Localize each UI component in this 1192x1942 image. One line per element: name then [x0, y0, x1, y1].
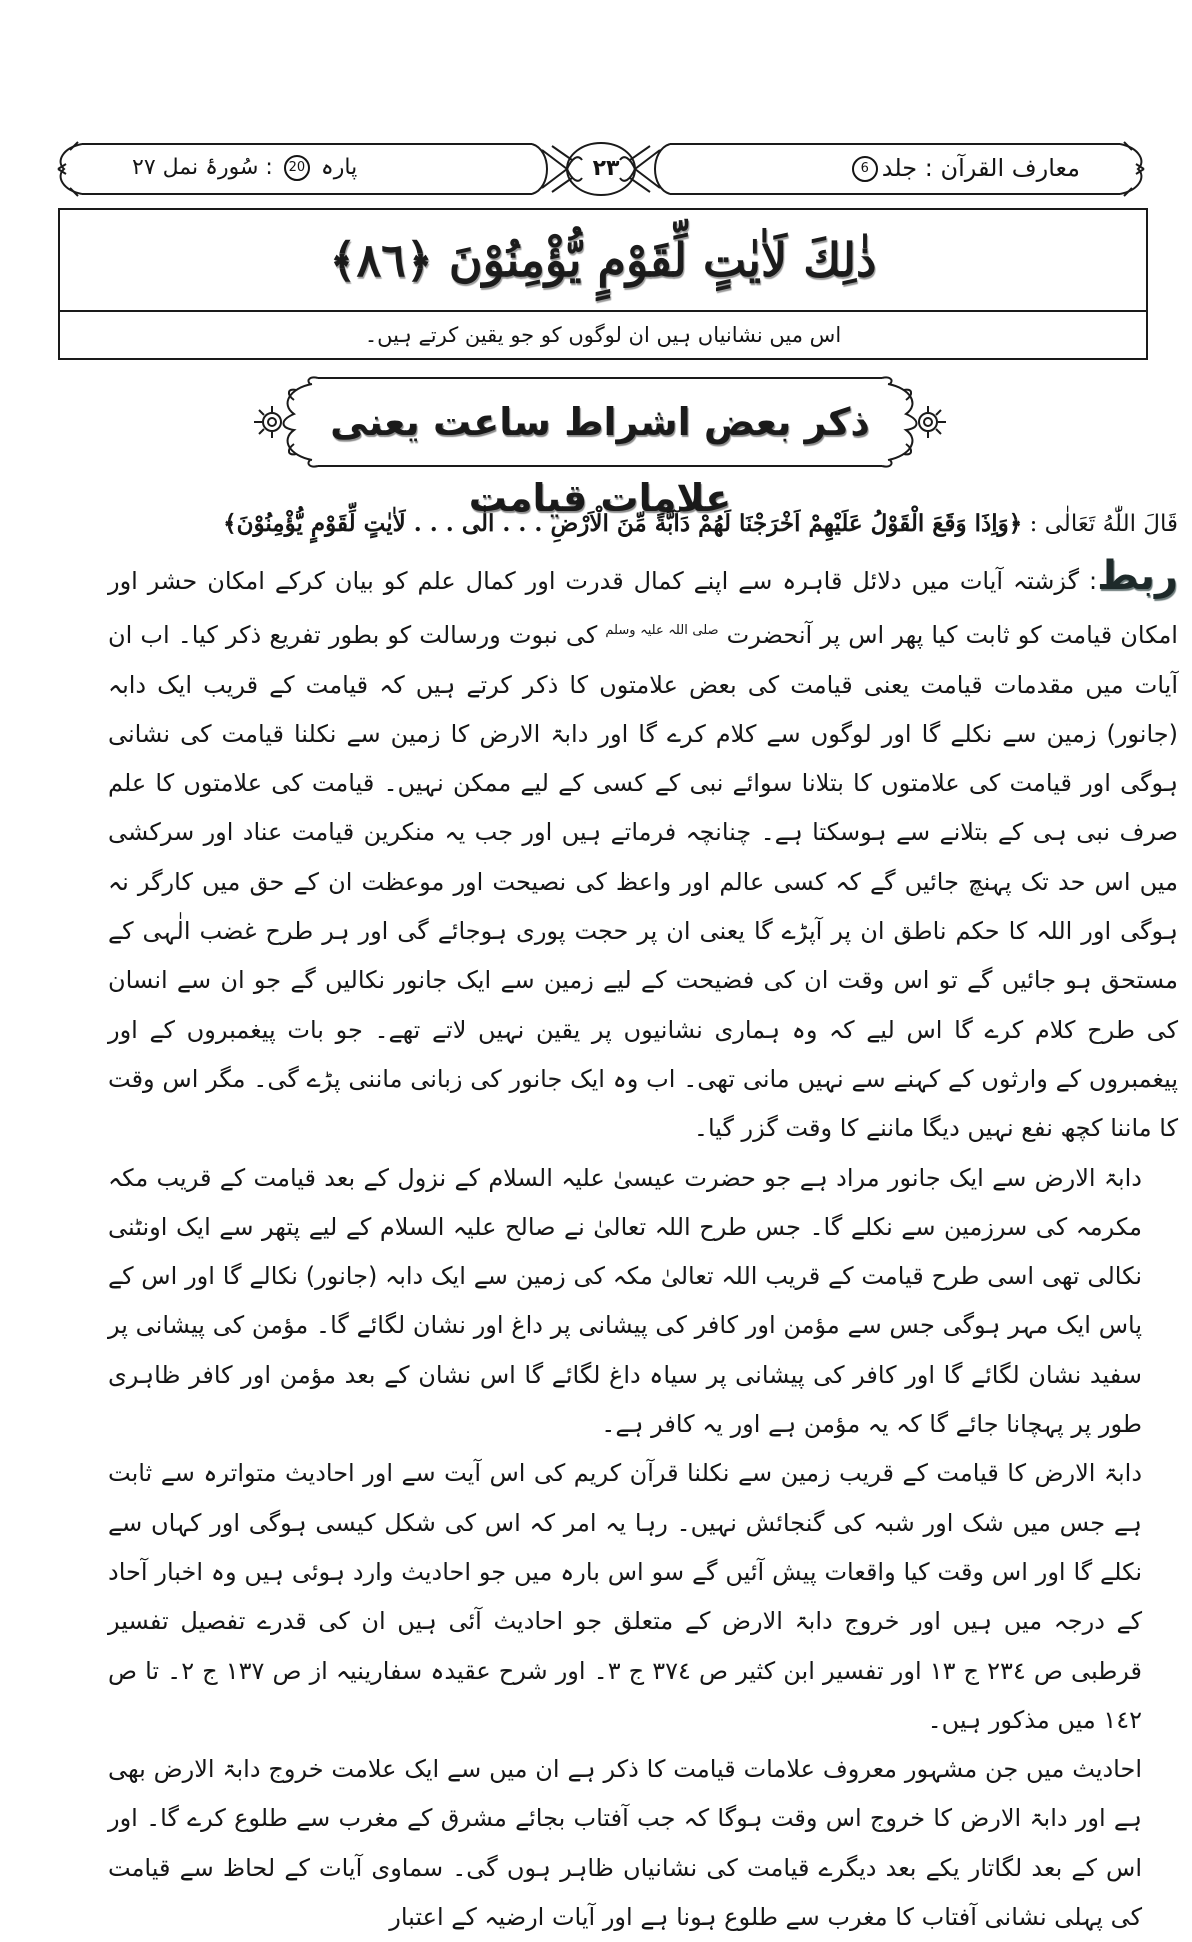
section-heading	[250, 370, 950, 520]
paragraph-signs: احادیث میں جن مشہور معروف علامات قیامت کا ذکر ہے ان میں سے ایک علامت خروج دابۃ الارض بھی ہے اور دابۃ الارض کا خروج اس وقت ہوگا کہ جب آفتاب بجائے مشرق کے مغرب سے طلوع کرے گا۔ اور اس کے بعد لگاتار یکے بعد دیگرے قیامت کی نشانیاں ظاہر ہوں گی۔ سماوی آیات کے لحاظ سے قیامت کی پہلی نشانی آفتاب کا مغرب سے طلوع ہونا ہے اور آیات ارضیہ کے اعتبار	[108, 1755, 1142, 1932]
page-number: ٢٣	[592, 156, 620, 181]
rabt-label: ربط	[1097, 553, 1178, 599]
paragraph-proof: دابۃ الارض کا قیامت کے قریب زمین سے نکلنا قرآن کریم کی اس آیت سے اور احادیث متواترہ سے ثابت ہے جس میں شک اور شبہ کی گنجائش نہیں۔ رہا یہ امر کہ اس کی شکل کیسی ہوگی اور کہاں سے نکلے گا اور اس وقت کیا واقعات پیش آئیں گے سو اس بارہ میں جو احادیث وارد ہوئی ہیں وہ اخبار آحاد کے درجہ میں ہیں اور خروج دابۃ الارض کے متعلق جو احادیث آئی ہیں ان کی قدرے تفصیل تفسیر قرطبی ص ٢٣٤ ج ١٣ اور تفسیر ابن کثیر ص ٣٧٤ ج ٣۔ اور شرح عقیدہ سفارینیہ از ص ١٣٧ ج ٢۔ تا ص ١٤٢ میں مذکور ہیں۔	[108, 1459, 1143, 1734]
quoted-ayah-line	[108, 496, 1178, 552]
book-title: معارف القرآن : جلد	[881, 154, 1080, 182]
salutation-glyph: صلی اللہ علیہ وسلم	[605, 623, 719, 639]
para-number-badge: 20	[284, 155, 310, 181]
paragraph-text: کی نبوت ورسالت کو بطور تفریع ذکر کیا۔ اب ان آیات میں مقدمات قیامت یعنی قیامت کی بعض علامتوں کا ذکر کرتے ہیں کہ قیامت کے قریب ایک دابہ (جانور) زمین سے نکلے گا اور لوگوں سے کلام کرے گا اور دابۃ الارض کا زمین سے نکلنا قیامت کی نشانی ہوگی اور قیامت کی علامتوں کا بتلانا سوائے نبی کے کسی کے لیے ممکن نہیں۔ قیامت کی علامتوں کا علم صرف نبی ہی کے بتلانے سے ہوسکتا ہے۔ چنانچہ فرماتے ہیں اور جب یہ منکرین قیامت عناد اور سرکشی میں اس حد تک پہنچ جائیں گے کہ کسی عالم اور واعظ کی نصیحت اور موعظت ان کے حق میں کارگر نہ ہوگی اور اللہ کا حکم ناطق ان پر آپڑے گا یعنی ان پر حجت پوری ہوجائے گی اور ہر طرح غضب الٰہی کے مستحق ہو جائیں گے تو اس وقت ان کی فضیحت کے لیے زمین سے ایک جانور نکالیں گے جو ان سے انسان کی طرح کلام کرے گا اس لیے کہ وہ ہماری نشانیوں پر یقین نہیں لاتے تھے۔ جو بات پیغمبروں کے اور پیغمبروں کے وارثوں کے کہنے سے نہیں مانی تھی۔ اب وہ ایک جانور کی زبانی ماننی پڑے گی۔ مگر اس وقت کا ماننا کچھ نفع نہیں دیگا ماننے کا وقت گزر گیا۔	[108, 621, 1178, 1143]
section-title: ذکر بعض اشراط ساعت یعنی علامات قیامت	[330, 400, 870, 520]
verse-box	[58, 208, 1148, 360]
commentary-body	[108, 496, 1178, 1942]
para-label: پارہ	[320, 155, 358, 180]
qaul-prefix: قَالَ اللّٰهُ تَعَالٰی :	[1029, 511, 1178, 537]
volume-number-badge: 6	[852, 156, 878, 182]
paragraph-rabt	[108, 552, 1178, 1154]
verse-translation: اس میں نشانیاں ہیں ان لوگوں کو جو یقین کرتے ہیں۔	[364, 323, 842, 347]
surah-info: : سُورۂ نمل ٢٧	[132, 155, 273, 180]
verse-arabic-text: ذٰلِكَ لَاٰيٰتٍ لِّقَوْمٍ يُّؤْمِنُوْنَ ﴿٨٦﴾	[60, 210, 1146, 312]
paragraph-text: : گزشتہ آیات میں دلائل قاہرہ سے اپنے کمال قدرت اور کمال علم کو بیان کرکے امکان حشر اور امکان قیامت کو ثابت کیا پھر اس پر آنحضرت	[108, 567, 1178, 650]
quoted-ayah: ﴿وَاِذَا وَقَعَ الْقَوْلُ عَلَيْهِمْ اَخْرَجْنَا لَهُمْ دَآبَّةً مِّنَ الْاَرْضِ . . . الٰی . . . لَاٰيٰتٍ لِّقَوْمٍ يُّؤْمِنُوْنَ﴾	[223, 510, 1023, 537]
running-header	[52, 140, 1150, 198]
para-surah-info	[132, 150, 357, 186]
paragraph-dabbat: دابۃ الارض سے ایک جانور مراد ہے جو حضرت عیسیٰ علیہ السلام کے نزول کے بعد قیامت کے قریب مکہ مکرمہ کی سرزمین سے نکلے گا۔ جس طرح اللہ تعالیٰ نے صالح علیہ السلام کے لیے پتھر سے ایک اونٹنی نکالی تھی اسی طرح قیامت کے قریب اللہ تعالیٰ مکہ کی زمین سے ایک دابہ (جانور) نکالے گا اور اس کے پاس ایک مہر ہوگی جس سے مؤمن اور کافر کی پیشانی پر داغ اور نشان لگائے گا۔ مؤمن کی پیشانی پر سفید نشان لگائے گا اور کافر کی پیشانی پر سیاہ داغ لگائے گا اس نشان کے بعد مؤمن اور کافر ظاہری طور پر پہچانا جائے گا کہ یہ مؤمن ہے اور یہ کافر ہے۔	[108, 1163, 1142, 1439]
book-title-volume	[848, 150, 1080, 186]
